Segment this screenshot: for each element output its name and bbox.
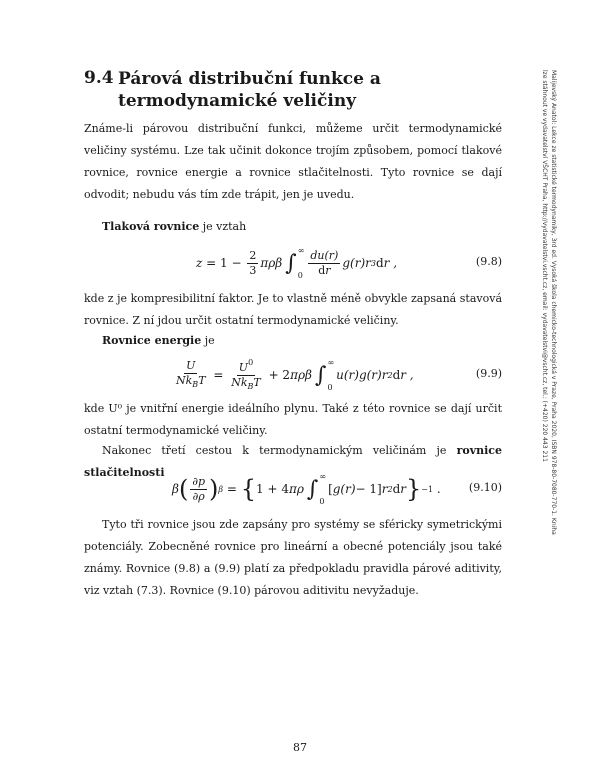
- compressibility-term: rovnice stlačitelnosti: [84, 444, 502, 479]
- after-energy-paragraph: kde U⁰ je vnitřní energie ideálního plynu. Také z této rovnice se dají určit ostatní termodynamické veličiny.: [84, 402, 502, 437]
- equation-9-10: β ( $\frac{\partial p}{\partial\rho}$ ) β = { 1 + 4 πρ ∫ ∞ 0 [ g(r) − 1] r 2 d r } −1 . (9.10): [172, 472, 502, 506]
- energy-rest: je: [201, 334, 215, 347]
- pressure-intro: [84, 216, 502, 238]
- copyright-sidenote-text: Malijevský Anatol: Lekce ze statistické termodynamiky, 3rd ed. Vysoká škola chemicko-technologická v Praze, Praha 2020, ISBN 978-80-7080-770-1. Kniha lze stáhnout ve vydavatelství VŠCHT Praha, http://vydavatelstvi.vscht.cz, email: vydavatelstvi@vscht.cz, tel.: (+420) 220 443 211: [541, 70, 557, 535]
- equation-label-9-8: (9.8): [475, 255, 502, 268]
- pressure-term: Tlaková rovnice: [102, 220, 200, 233]
- equation-label-9-9: (9.9): [475, 367, 502, 380]
- equation-9-9: $\frac{U}{Nk_BT}$ = $\frac{U^0}{Nk_BT}$ + 2 πρβ ∫ ∞ 0 u(r)g(r)r 2 d r , (9.9): [176, 358, 502, 392]
- closing-paragraph: Tyto tři rovnice jsou zde zapsány pro systémy se sféricky symetrickými potenciály. Zobecněné rovnice pro lineární a obecné potenciály jsou také známy. Rovnice (9.8) a (9.9) platí za předpokladu pravidla párové aditivity, viz vztah (7.3). Rovnice (9.10) párovou aditivitu nevyžaduje.: [84, 518, 502, 597]
- compressibility-lead: Nakonec třetí cestou k termodynamickým veličinám je: [102, 444, 457, 457]
- energy-term: Rovnice energie: [102, 334, 202, 347]
- copyright-sidenote: [534, 70, 558, 540]
- after-pressure-paragraph: kde z je kompresibilitní faktor. Je to vlastně méně obvykle zapsaná stavová rovnice. Z ní jdou určit ostatní termodynamické veličiny.: [84, 292, 502, 327]
- intro-paragraph: Známe-li párovou distribuční funkci, můžeme určit termodynamické veličiny systému. Lze tak učinit dokonce trojím způsobem, pomocí tlakové rovnice, rovnice energie a rovnice stlačitelnosti. Tyto rovnice se dají odvodit; nebudu vás tím zde trápit, jen je uvedu.: [84, 122, 502, 201]
- section-title: Párová distribuční funkce a termodynamické veličiny: [118, 69, 381, 111]
- pressure-rest: je vztah: [199, 220, 247, 233]
- equation-label-9-10: (9.10): [468, 481, 502, 494]
- equation-9-8: z = 1 − $\frac{2}{3}$ πρβ ∫ ∞ 0 $\frac{du(r)}{dr}$ g(r)r 3 d r , (9.8): [196, 246, 502, 280]
- energy-intro: [84, 330, 502, 352]
- page-number: 87: [293, 741, 307, 754]
- section-number: 9.4: [84, 68, 114, 88]
